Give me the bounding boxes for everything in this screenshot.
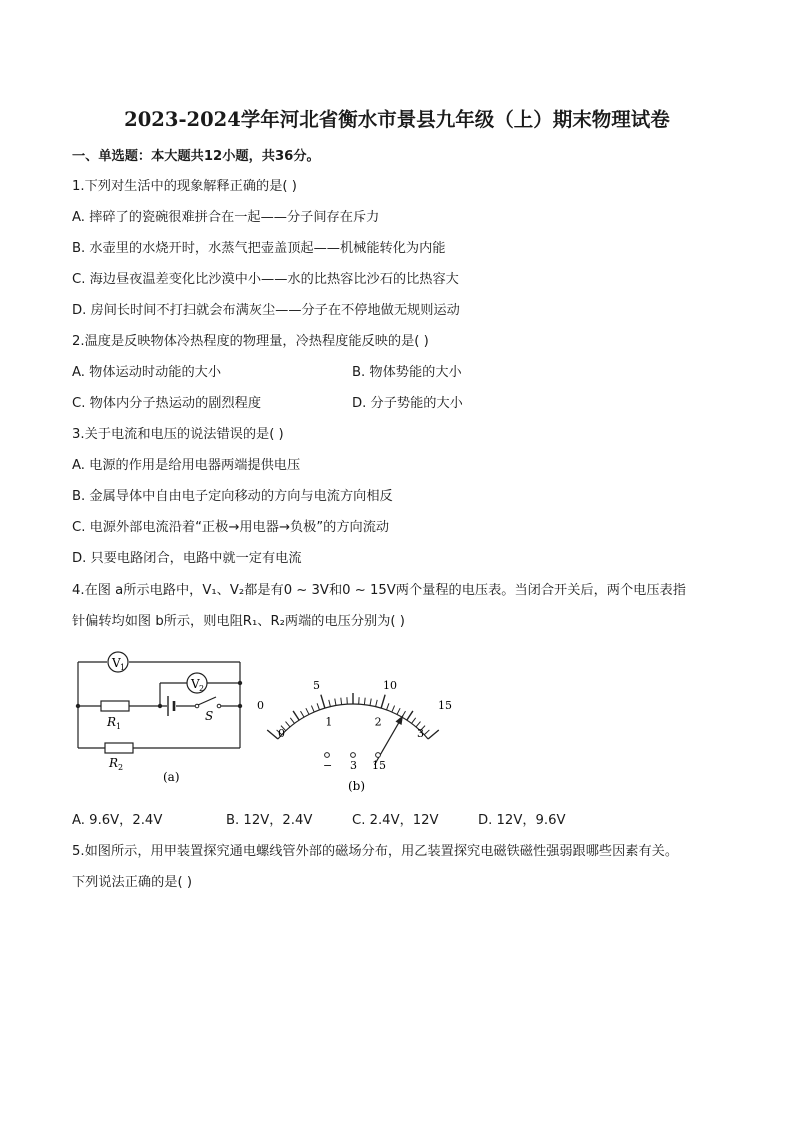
question-1-option-c: C. 海边昼夜温差变化比沙漠中小——水的比热容比沙石的比热容大 <box>72 272 459 287</box>
dial-arc <box>278 704 428 739</box>
v2-label-sub: 2 <box>199 684 205 693</box>
top-scale-label-15: 15 <box>438 699 452 712</box>
dial-tick <box>370 699 371 706</box>
question-2-stem: 2.温度是反映物体冷热程度的物理量，冷热程度能反映的是( ) <box>72 334 429 349</box>
dial-tick <box>311 706 314 712</box>
voltmeter-v2 <box>187 673 207 693</box>
dial-tick-marks <box>267 693 439 739</box>
section-heading: 一、单选题：本大题共12小题，共36分。 <box>72 149 320 164</box>
r1-label-sub: 1 <box>116 722 122 731</box>
dial-tick <box>428 730 439 739</box>
terminal-negative <box>325 753 330 758</box>
voltmeter-dial-figure-b <box>250 652 460 797</box>
question-5-stem-line1: 5.如图所示，用甲装置探究通电螺线管外部的磁场分布，用乙装置探究电磁铁磁性强弱跟哪些因素有关。 <box>72 844 679 859</box>
resistor-r2 <box>105 743 133 753</box>
terminal-3-label: 3 <box>350 759 357 772</box>
question-2-option-b: B. 物体势能的大小 <box>352 365 462 380</box>
top-scale-label-5: 5 <box>313 679 321 693</box>
dial-tick <box>376 700 378 707</box>
top-scale-label-0: 0 <box>257 699 264 712</box>
question-3-stem: 3.关于电流和电压的说法错误的是( ) <box>72 427 284 442</box>
question-1-option-b: B. 水壶里的水烧开时，水蒸气把壶盖顶起——机械能转化为内能 <box>72 241 446 256</box>
v1-label: V <box>112 656 121 670</box>
dial-tick <box>381 695 385 708</box>
question-2-option-a: A. 物体运动时动能的大小 <box>72 365 222 380</box>
r2-label: R <box>109 756 119 770</box>
page-title: 2023-2024学年河北省衡水市景县九年级（上）期末物理试卷 <box>124 108 670 131</box>
question-5-stem-line2: 下列说法正确的是( ) <box>72 875 192 890</box>
switch-label: S <box>205 709 214 723</box>
v1-label-sub: 1 <box>120 663 126 672</box>
terminal-negative-label: − <box>323 759 333 772</box>
dial-tick <box>317 703 319 710</box>
question-4-option-a: A. 9.6V，2.4V <box>72 813 163 828</box>
dial-tick <box>424 730 429 735</box>
dial-tick <box>267 730 278 739</box>
dial-tick <box>387 703 389 710</box>
dial-tick <box>397 708 400 714</box>
dial-tick <box>335 699 336 706</box>
dial-pointer-arrowhead <box>395 715 403 725</box>
dial-tick <box>290 718 294 724</box>
dial-tick <box>301 711 305 717</box>
switch-s <box>195 697 221 723</box>
r2-label-sub: 2 <box>118 763 124 772</box>
question-1-option-d: D. 房间长时间不打扫就会布满灰尘——分子在不停地做无规则运动 <box>72 303 460 318</box>
question-4-option-d: D. 12V，9.6V <box>478 813 566 828</box>
dial-tick <box>364 698 365 705</box>
question-3-option-a: A. 电源的作用是给用电器两端提供电压 <box>72 458 301 473</box>
dial-tick <box>286 722 290 727</box>
terminal-3 <box>351 753 356 758</box>
question-4-option-c: C. 2.4V，12V <box>352 813 439 828</box>
dial-tick <box>321 695 325 708</box>
question-1-option-a: A. 摔碎了的瓷碗很难拼合在一起——分子间存在斥力 <box>72 210 380 225</box>
bottom-scale-label-2: 2 <box>374 715 382 729</box>
r1-label: R <box>107 715 117 729</box>
battery-symbol <box>168 696 174 716</box>
top-scale-label-10: 10 <box>382 679 397 693</box>
figure-b-caption: (b) <box>348 779 366 793</box>
question-2-option-d: D. 分子势能的大小 <box>352 396 463 411</box>
question-2-option-c: C. 物体内分子热运动的剧烈程度 <box>72 396 262 411</box>
bottom-scale-label-0: 0 <box>278 727 285 740</box>
dial-tick <box>293 711 299 720</box>
dial-tick <box>392 706 395 712</box>
v2-label: V <box>191 677 200 691</box>
question-3-option-c: C. 电源外部电流沿着“正极→用电器→负极”的方向流动 <box>72 520 390 535</box>
dial-tick <box>407 711 413 720</box>
question-4-stem-line1: 4.在图 a所示电路中，V₁、V₂都是有0 ~ 3V和0 ~ 15V两个量程的电压表。当闭合开关后，两个电压表指 <box>72 583 686 598</box>
bottom-scale-label-1: 1 <box>325 715 333 729</box>
question-4-option-b: B. 12V，2.4V <box>226 813 313 828</box>
dial-tick <box>329 700 331 707</box>
question-3-option-b: B. 金属导体中自由电子定向移动的方向与电流方向相反 <box>72 489 393 504</box>
terminal-15 <box>376 753 381 758</box>
terminal-15-label: 15 <box>372 759 386 772</box>
question-3-option-d: D. 只要电路闭合，电路中就一定有电流 <box>72 551 302 566</box>
circuit-figure-a <box>70 648 250 788</box>
question-1-stem: 1.下列对生活中的现象解释正确的是( ) <box>72 179 297 194</box>
dial-tick <box>341 698 342 705</box>
dial-tick <box>412 718 416 724</box>
bottom-scale-label-3: 3 <box>417 727 424 740</box>
resistor-r1 <box>101 701 129 711</box>
question-4-stem-line2: 针偏转均如图 b所示，则电阻R₁、R₂两端的电压分别为( ) <box>72 614 405 629</box>
figure-a-caption: (a) <box>163 770 180 784</box>
meter-terminals <box>323 753 386 772</box>
dial-tick <box>306 708 309 714</box>
voltmeter-v1 <box>108 652 128 672</box>
